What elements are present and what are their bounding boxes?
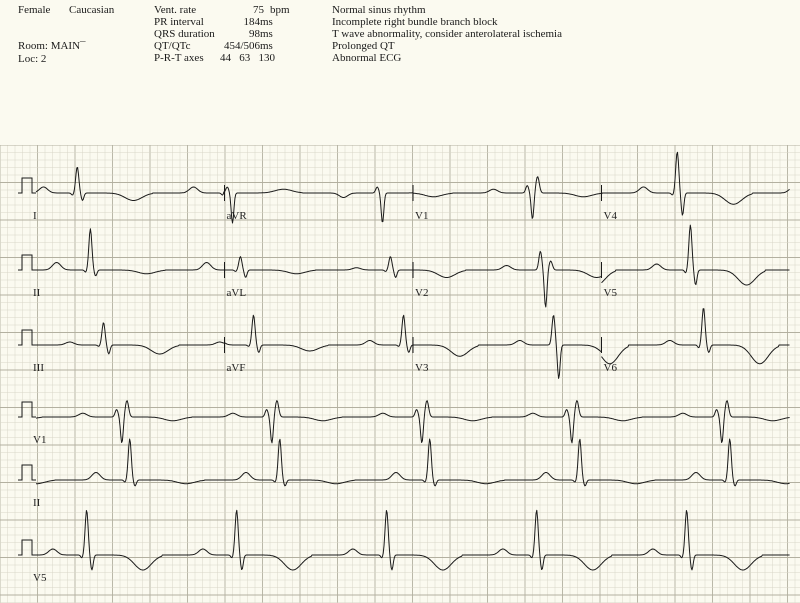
- lead-label-II: II: [33, 497, 41, 509]
- lead-label-V2: V2: [415, 287, 429, 299]
- interpretation-line: Normal sinus rhythm: [332, 4, 426, 16]
- patient-room: Room: MAIN¯: [18, 40, 86, 52]
- lead-label-V6: V6: [603, 362, 617, 374]
- lead-label-II: II: [33, 287, 41, 299]
- ecg-grid: [0, 145, 800, 603]
- measurement-value: 75: [253, 4, 264, 16]
- lead-label-V5: V5: [33, 572, 47, 584]
- ecg-trace-I: [36, 168, 224, 201]
- lead-label-V1: V1: [415, 210, 429, 222]
- measurement-unit: ms: [260, 28, 273, 40]
- measurement-label: P-R-T axes: [154, 52, 204, 64]
- lead-label-aVR: aVR: [226, 210, 247, 222]
- ecg-traces: [18, 152, 790, 570]
- measurement-unit: ms: [260, 40, 273, 52]
- calibration-pulse: [18, 178, 36, 193]
- measurement-value: 44 63 130: [220, 52, 275, 64]
- lead-label-aVF: aVF: [226, 362, 246, 374]
- interpretation-line: T wave abnormality, consider anterolateral ischemia: [332, 28, 562, 40]
- measurement-unit: bpm: [270, 4, 290, 16]
- measurement-unit: ms: [260, 16, 273, 28]
- measurement-label: Vent. rate: [154, 4, 197, 16]
- patient-race: Caucasian: [69, 4, 115, 16]
- measurement-label: QRS duration: [154, 28, 215, 40]
- measurement-value: 454/506: [223, 40, 260, 52]
- interpretation-line: Prolonged QT: [332, 40, 395, 52]
- patient-sex: Female: [18, 4, 51, 16]
- report-header: [0, 0, 800, 145]
- ecg-trace-III: [36, 323, 224, 354]
- ecg-trace-V5: [602, 225, 790, 285]
- interpretation-line: Incomplete right bundle branch block: [332, 16, 498, 28]
- interpretation-line: Abnormal ECG: [332, 52, 402, 64]
- measurement-value: 184: [243, 16, 260, 28]
- ecg-trace-V6: [602, 309, 790, 364]
- lead-label-aVL: aVL: [226, 287, 247, 299]
- ecg-trace-V2: [413, 251, 601, 307]
- ecg-strip: [0, 145, 800, 603]
- measurement-label: QT/QTc: [154, 40, 191, 52]
- lead-label-V3: V3: [415, 362, 429, 374]
- lead-label-V5: V5: [603, 287, 617, 299]
- lead-label-III: III: [33, 362, 44, 374]
- ecg-trace-II: [36, 229, 224, 276]
- measurement-label: PR interval: [154, 16, 204, 28]
- patient-loc: Loc: 2: [18, 53, 47, 65]
- lead-label-V4: V4: [603, 210, 617, 222]
- ecg-trace-V4: [602, 152, 790, 215]
- ecg-lead-labels: [33, 210, 617, 584]
- lead-label-I: I: [33, 210, 37, 222]
- ecg-trace-aVL: [225, 257, 413, 278]
- measurement-value: 98: [249, 28, 260, 40]
- ecg-trace-aVF: [225, 315, 413, 352]
- lead-label-V1: V1: [33, 434, 47, 446]
